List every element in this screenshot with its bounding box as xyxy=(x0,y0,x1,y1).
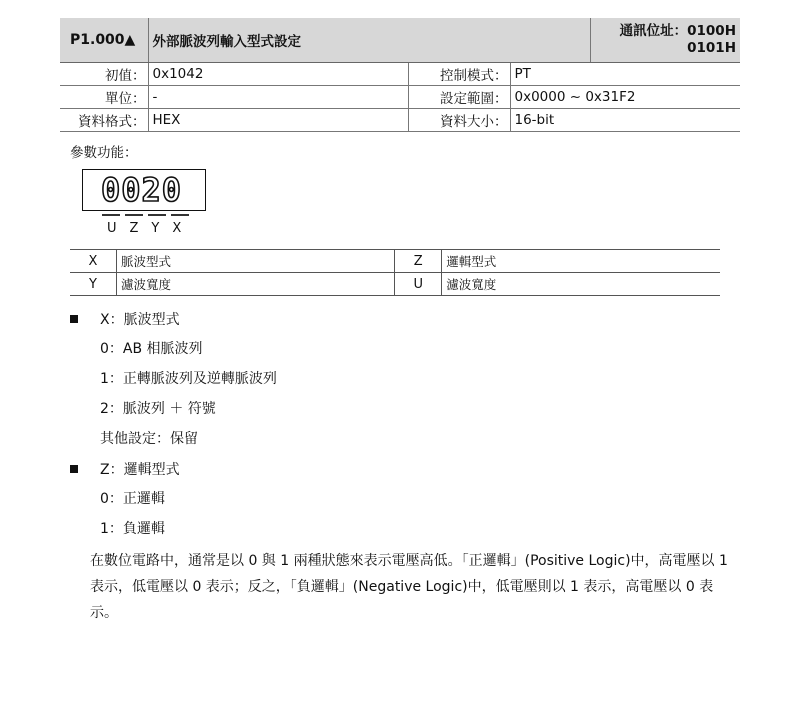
bit-key: Y xyxy=(70,273,117,296)
row-value2: 0x0000 ~ 0x31F2 xyxy=(510,86,740,109)
bit-key: Z xyxy=(395,250,442,273)
digit-letter: X xyxy=(172,221,182,236)
bit-key: U xyxy=(395,273,442,296)
bit-row xyxy=(70,273,720,296)
bit-key: X xyxy=(70,250,117,273)
bit-row xyxy=(70,250,720,273)
row-label2: 控制模式： xyxy=(408,63,510,86)
square-bullet-icon xyxy=(70,465,78,473)
row-value2: 16-bit xyxy=(510,109,740,132)
section-title: X：脈波型式 xyxy=(100,312,180,328)
function-label: 參數功能： xyxy=(70,145,138,161)
row-label2: 設定範圍： xyxy=(408,86,510,109)
row-value2: PT xyxy=(510,63,740,86)
digit-display xyxy=(82,169,740,239)
parameter-title: 外部脈波列輸入型式設定 xyxy=(148,18,590,63)
section-heading xyxy=(70,304,740,334)
row-label: 資料格式： xyxy=(60,109,148,132)
underline xyxy=(148,214,166,216)
underline xyxy=(125,214,143,216)
section-heading xyxy=(70,454,740,484)
section-item: 2：脈波列 ＋ 符號 xyxy=(100,401,216,417)
comm-address-line1: 通訊位址：0100H xyxy=(619,23,736,39)
section-item: 1：正轉脈波列及逆轉脈波列 xyxy=(100,371,277,387)
row-label2: 資料大小： xyxy=(408,109,510,132)
parameter-row xyxy=(60,109,740,132)
bit-desc: 邏輯型式 xyxy=(442,250,720,273)
parameter-row xyxy=(60,63,740,86)
parameter-code: P1.000▲ xyxy=(60,18,148,63)
comm-address-line2: 0101H xyxy=(687,40,736,56)
parameter-header-row xyxy=(60,18,740,63)
digit-letter: Y xyxy=(151,221,160,236)
digit-underlines xyxy=(102,214,189,216)
digit-letters xyxy=(107,221,181,236)
digit-letter: U xyxy=(107,221,117,236)
parameter-table xyxy=(60,18,740,132)
row-label: 初值： xyxy=(60,63,148,86)
row-value: - xyxy=(148,86,408,109)
bit-desc: 濾波寬度 xyxy=(442,273,720,296)
parameter-doc xyxy=(60,18,740,626)
underline xyxy=(102,214,120,216)
section-item: 其他設定：保留 xyxy=(100,431,198,447)
section-item: 0：正邏輯 xyxy=(100,491,165,507)
section-list xyxy=(70,304,740,544)
row-value: HEX xyxy=(148,109,408,132)
section-item: 0：AB 相脈波列 xyxy=(100,341,203,357)
square-bullet-icon xyxy=(70,315,78,323)
row-label: 單位： xyxy=(60,86,148,109)
digit-letter: Z xyxy=(129,221,139,236)
display-box xyxy=(82,169,206,211)
underline xyxy=(171,214,189,216)
section-item: 1：負邏輯 xyxy=(100,521,165,537)
logic-paragraph: 在數位電路中，通常是以 0 與 1 兩種狀態來表示電壓高低。「正邏輯」(Positive Logic)中，高電壓以 1 表示，低電壓以 0 表示；反之，「負邏輯」(Negative Logic)中，低電壓則以 1 表示，高電壓以 0 表示。 xyxy=(90,553,728,621)
row-value: 0x1042 xyxy=(148,63,408,86)
comm-address xyxy=(590,18,740,63)
parameter-row xyxy=(60,86,740,109)
section-title: Z：邏輯型式 xyxy=(100,462,180,478)
display-digits: 0020 xyxy=(101,171,183,209)
bit-table xyxy=(70,249,720,296)
bit-desc: 濾波寬度 xyxy=(117,273,395,296)
bit-desc: 脈波型式 xyxy=(117,250,395,273)
